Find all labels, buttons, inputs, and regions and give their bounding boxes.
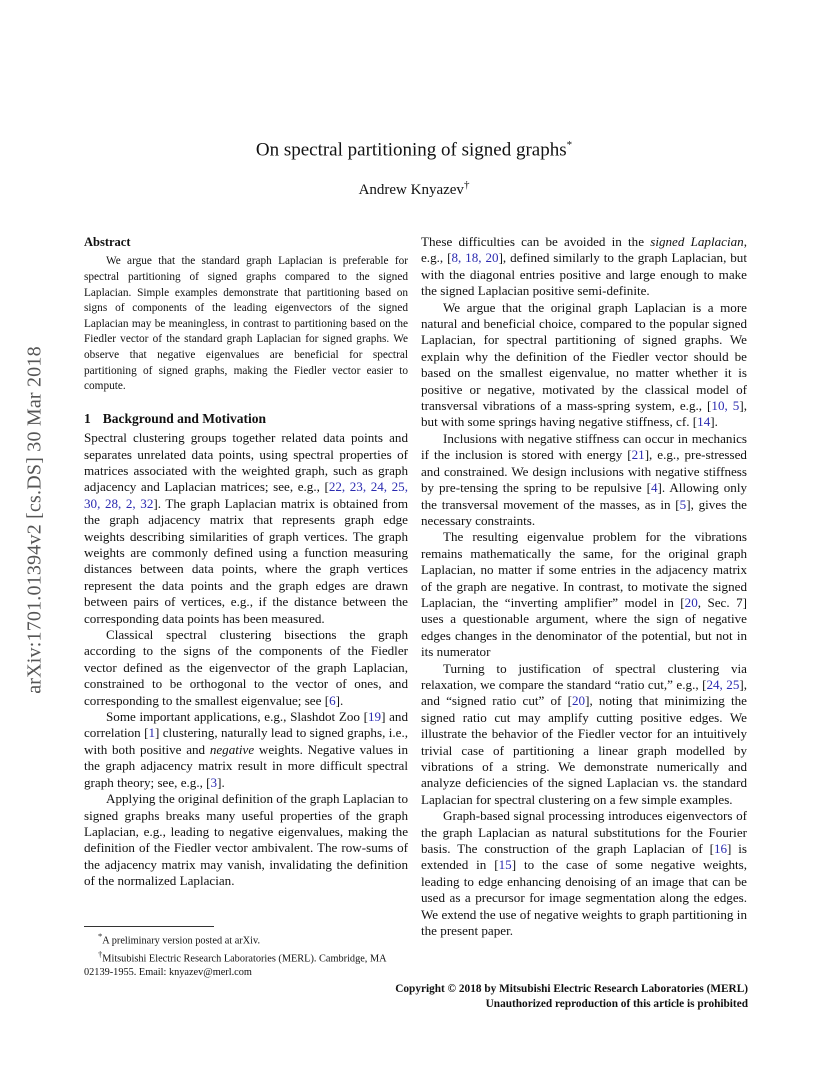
citation-link[interactable]: 5 <box>679 496 687 512</box>
arxiv-sidebar-stamp <box>20 280 50 760</box>
right-column <box>421 234 747 939</box>
citation-link[interactable]: 21 <box>631 447 645 463</box>
paper-title <box>0 139 828 161</box>
citation-link[interactable]: 10, 5 <box>711 398 740 414</box>
title-text: On spectral partitioning of signed graphs <box>255 139 567 161</box>
title-footnote-mark: * <box>566 139 573 151</box>
paragraph: Classical spectral clustering bisections the graph according to the signs of the components of the Fiedler vector defined as the eigenvector of the graph Laplacian, constrained to be orthogonal to the vector of ones, and corresponding to the smallest eigenvalue; see [6]. <box>84 627 408 708</box>
citation-link[interactable]: 15 <box>498 857 512 873</box>
paragraph: The resulting eigenvalue problem for the vibrations remains mathematically the same, for the original graph Laplacian, no matter if some entries in the adjacency matrix of the graph are negative. In contrast, to motivate the signed Laplacian, the “inverting amplifier” model in [20, Sec. 7] uses a questionable argument, where the sign of negative edges changes in the denominator of the potential, but not in its numerator <box>421 529 747 660</box>
paper-author <box>0 179 828 199</box>
citation-link[interactable]: 24, 25 <box>706 676 740 692</box>
paragraph: Turning to justification of spectral clustering via relaxation, we compare the standard “ratio cut,” e.g., [24, 25], and “signed ratio cut” of [20], noting that minimizing the signed ratio cut may amplify cutting positive edges. We illustrate the behavior of the Fiedler vector for an intuitively trivial case of partitioning a linear graph modelled by vibrations of a string. We demonstrate numerically and analyze deficiencies of the signed Laplacian vs. the standard Laplacian for spectral clustering on a few simple examples. <box>421 660 747 807</box>
author-footnote-mark: † <box>463 179 470 191</box>
citation-link[interactable]: 22, 23, 24, 25, 30, 28, 2, 32 <box>84 479 408 511</box>
copyright-line: Copyright © 2018 by Mitsubishi Electric Research Laboratories (MERL) <box>395 983 748 995</box>
section-title: Background and Motivation <box>102 410 267 426</box>
footnote: *A preliminary version posted at arXiv. <box>98 931 261 947</box>
emphasis: negative <box>209 741 255 757</box>
left-column <box>84 234 408 890</box>
citation-link[interactable]: 3 <box>210 774 218 790</box>
footnote-mark: * <box>98 931 103 941</box>
citation-link[interactable]: 4 <box>650 480 658 496</box>
citation-link[interactable]: 16 <box>713 841 728 857</box>
citation-link[interactable]: 20 <box>571 693 586 709</box>
citation-link[interactable]: 20 <box>684 594 698 610</box>
citation-link[interactable]: 1 <box>148 725 155 741</box>
footnote: †Mitsubishi Electric Research Laboratories (MERL). Cambridge, MA 02139-1955. Email: knyazev@merl.com <box>84 948 386 978</box>
paragraph: Spectral clustering groups together related data points and separates unrelated data points, using spectral properties of matrices associated with the weighted graph, such as graph adjacency and Laplacian matrices; see, e.g., [22, 23, 24, 25, 30, 28, 2, 32]. The graph Laplacian matrix is obtained from the graph adjacency matrix that represents graph edge weights describing similarities of graph vertices. The graph weights are commonly defined using a function measuring distances between data points, where the graph vertices represent the data points and the graph edges are drawn between pairs of vertices, e.g., if the distance between the corresponding data points has been measured. <box>84 430 409 626</box>
citation-link[interactable]: 14 <box>697 414 711 430</box>
copyright-notice <box>395 982 748 1012</box>
citation-link[interactable]: 6 <box>329 692 336 708</box>
section-number: 1 <box>84 410 91 426</box>
paragraph: Inclusions with negative stiffness can occur in mechanics if the inclusion is stored with energy [21], e.g., pre-stressed and constrained. We design inclusions with negative stiffness by pre-tensing the spring to be repulsive [4]. Allowing only the transversal movement of the masses, as in [5], gives the necessary constraints. <box>421 430 748 528</box>
footnote-mark: † <box>98 948 103 959</box>
emphasis: signed Laplacian <box>650 234 744 249</box>
paragraph: These difficulties can be avoided in the signed Laplacian, e.g., [8, 18, 20], defined similarly to the graph Laplacian, but with the diagonal entries positive and large enough to make the signed Laplacian positive semi-definite. <box>421 234 747 299</box>
footnotes <box>84 926 408 979</box>
citation-link[interactable]: 8, 18, 20 <box>451 250 499 266</box>
author-name: Andrew Knyazev <box>358 182 464 198</box>
section-heading <box>84 411 408 427</box>
arxiv-identifier: arXiv:1701.01394v2 [cs.DS] 30 Mar 2018 <box>23 346 46 694</box>
paragraph: Applying the original definition of the graph Laplacian to signed graphs breaks many useful properties of the graph Laplacian, e.g., leading to negative eigenvalues, making the definition of the Fiedler vector ambivalent. The row-sums of the adjacency matrix may vanish, invalidating the definition of the normalized Laplacian. <box>84 791 408 889</box>
abstract-heading: Abstract <box>84 235 131 249</box>
copyright-line: Unauthorized reproduction of this article is prohibited <box>485 998 748 1011</box>
paragraph: We argue that the original graph Laplacian is a more natural and beneficial choice, compared to the popular signed Laplacian, for spectral partitioning of signed graphs. We explain why the definition of the Fiedler vector should be based on the smallest eigenvalue, no matter whether it is positive or negative, motivated by the classical model of transversal vibrations of a mass-spring system, e.g., [10, 5], but with some springs having negative stiffness, cf. [14]. <box>421 299 747 430</box>
footnote-rule <box>84 926 214 927</box>
paragraph: Graph-based signal processing introduces eigenvectors of the graph Laplacian as natural substitutions for the Fourier basis. The construction of the graph Laplacian of [16] is extended in [15] to the case of some negative weights, leading to edge enhancing denoising of an image that can be used as a precursor for image segmentation along the edges. We extend the use of negative weights to graph partitioning in the present paper. <box>421 808 748 939</box>
abstract-body: We argue that the standard graph Laplacian is preferable for spectral partitioning of signed graphs compared to the signed Laplacian. Simple examples demonstrate that partitioning based on signs of components of the leading eigenvectors of the signed Laplacian may be meaningless, in contrast to partitioning based on the Fiedler vector of the standard graph Laplacian for signed graphs. We observe that negative eigenvalues are beneficial for spectral partitioning of signed graphs, making the Fiedler vector easier to compute. <box>84 255 408 393</box>
paragraph: Some important applications, e.g., Slashdot Zoo [19] and correlation [1] clustering, naturally lead to signed graphs, i.e., with both positive and negative weights. Negative values in the graph adjacency matrix result in more difficult spectral graph theory; see, e.g., [3]. <box>84 709 408 790</box>
citation-link[interactable]: 19 <box>367 709 382 725</box>
